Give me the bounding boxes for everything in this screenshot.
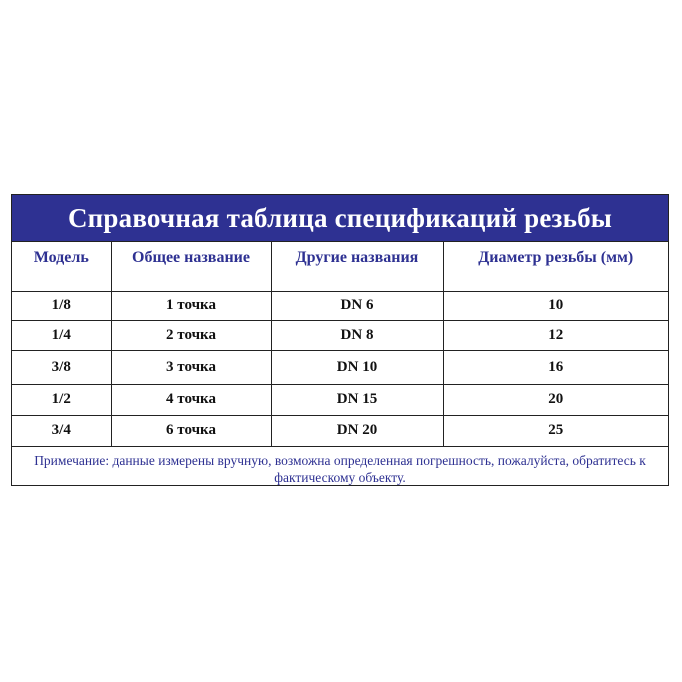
spec-table-card <box>11 194 669 486</box>
cell-common-name: 4 точка <box>111 384 271 415</box>
cell-common-name: 1 точка <box>111 291 271 320</box>
column-header-model: Модель <box>12 242 111 291</box>
table-title: Справочная таблица спецификаций резьбы <box>12 195 668 242</box>
column-header-thread-diameter: Диаметр резьбы (мм) <box>443 242 668 291</box>
cell-model: 1/4 <box>12 320 111 350</box>
table-row <box>12 350 668 384</box>
cell-model: 3/4 <box>12 415 111 446</box>
table-row <box>12 415 668 446</box>
cell-diameter: 20 <box>443 384 668 415</box>
cell-diameter: 10 <box>443 291 668 320</box>
cell-common-name: 2 точка <box>111 320 271 350</box>
table-row <box>12 320 668 350</box>
cell-model: 1/8 <box>12 291 111 320</box>
table-row <box>12 384 668 415</box>
cell-model: 3/8 <box>12 350 111 384</box>
cell-other-name: DN 6 <box>271 291 443 320</box>
table-header-row <box>12 242 668 291</box>
cell-common-name: 6 точка <box>111 415 271 446</box>
cell-model: 1/2 <box>12 384 111 415</box>
cell-common-name: 3 точка <box>111 350 271 384</box>
cell-other-name: DN 8 <box>271 320 443 350</box>
column-header-common-name: Общее название <box>111 242 271 291</box>
cell-diameter: 12 <box>443 320 668 350</box>
cell-other-name: DN 10 <box>271 350 443 384</box>
cell-other-name: DN 15 <box>271 384 443 415</box>
spec-table <box>12 242 668 447</box>
column-header-other-names: Другие названия <box>271 242 443 291</box>
cell-diameter: 25 <box>443 415 668 446</box>
table-row <box>12 291 668 320</box>
cell-diameter: 16 <box>443 350 668 384</box>
table-note: Примечание: данные измерены вручную, возможна определенная погрешность, пожалуйста, обратитесь к фактическому объекту. <box>34 452 646 485</box>
cell-other-name: DN 20 <box>271 415 443 446</box>
